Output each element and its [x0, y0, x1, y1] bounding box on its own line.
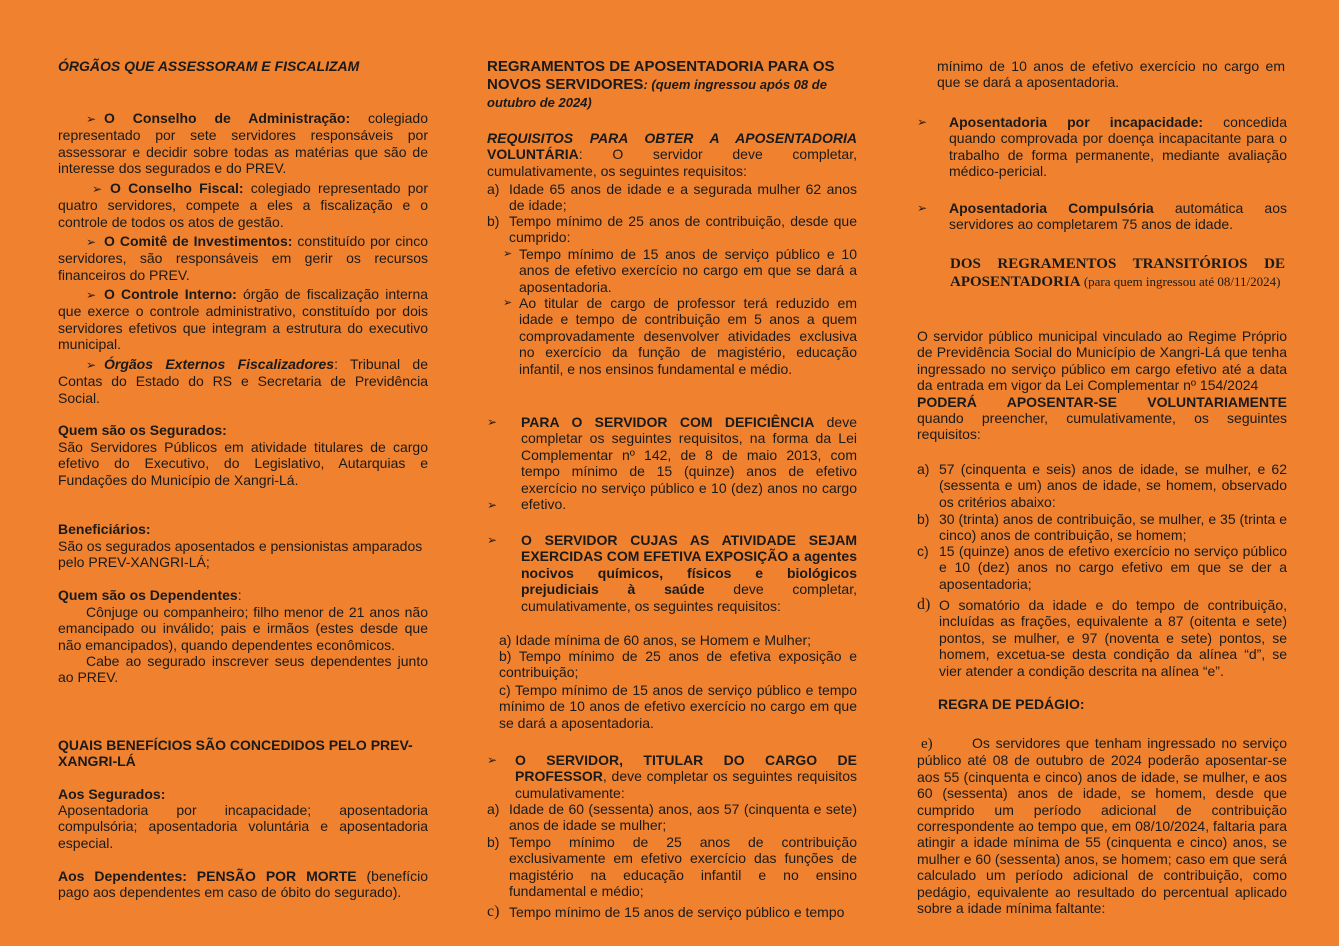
arrow-icon: ➢ — [487, 498, 498, 512]
transitorios-item-b: b) 30 (trinta) anos de contribuição, se mulher, e 35 (trinta e cinco) anos de contribuição, se homem; — [917, 511, 1287, 544]
orgaos-externos: ➢ Órgãos Externos Fiscalizadores: Tribunal de Contas do Estado do RS e Secretaria de Previdência Social. — [58, 356, 428, 406]
arrow-icon: ➢ — [487, 533, 498, 547]
beneficios-title: QUAIS BENEFÍCIOS SÃO CONCEDIDOS PELO PREV-XANGRI-LÁ — [58, 737, 413, 770]
aos-segurados-text: Aposentadoria por incapacidade; aposentadoria compulsória; aposentadoria voluntária e aposentadoria especial. — [58, 802, 428, 851]
beneficiarios-text: São os segurados aposentados e pensionistas amparados pelo PREV-XANGRI-LÁ; — [58, 538, 423, 571]
professor-item-b: b) Tempo mínimo de 25 anos de contribuição exclusivamente em efetivo exercício das funções de magistério na educação infantil e no ensino fundamental e médio; — [487, 834, 857, 900]
arrow-icon: ➢ — [917, 115, 928, 129]
transitorios-item-d: d) O somatório da idade e do tempo de contribuição, incluídas as frações, equivalente a 87 (oitenta e sete) pontos, se mulher, e 97 (noventa e sete) pontos, se homem, excetua-se desta condição da alínea “d”, se vier atender a condição descrita na alínea “e”. — [917, 596, 1287, 679]
arrow-icon: ➢ — [86, 358, 97, 372]
transitorios-item-a: a) 57 (cinquenta e seis) anos de idade, se mulher, e 62 (sessenta e um) anos de idade, se homem, observado os critérios abaixo: — [917, 461, 1287, 510]
req-item-b1: ➢ Tempo mínimo de 15 anos de serviço público e 10 anos de efetivo exercício no cargo em que se dará a aposentadoria. — [503, 246, 857, 295]
aos-dependentes: Aos Dependentes: PENSÃO POR MORTE (benefício pago aos dependentes em caso de óbito do segurado). — [58, 868, 429, 901]
orgaos-title: ÓRGÃOS QUE ASSESSORAM E FISCALIZAM — [58, 58, 360, 74]
arrow-icon: ➢ — [86, 288, 97, 302]
dependentes-text: Cônjuge ou companheiro; filho menor de 21 anos não emancipado ou inválido; pais e irmãos (estes desde que não emancipados), quando dependentes econômicos. — [58, 604, 428, 653]
arrow-icon: ➢ — [503, 297, 513, 309]
arrow-icon: ➢ — [86, 235, 97, 249]
regramentos-title: REGRAMENTOS DE APOSENTADORIA PARA OS NOVOS SERVIDORES: (quem ingressou após 08 de outubro de 2024) — [487, 58, 835, 110]
dependentes-title: Quem são os Dependentes: — [58, 587, 242, 603]
deficiencia-section: ➢ PARA O SERVIDOR COM DEFICIÊNCIA deve completar os seguintes requisitos, na forma da Lei Complementar nº 142, de 8 de maio 2013, com tempo mínimo de 15 (quinze) anos de efetivo exercício no serviço público e 10 (dez) anos no cargo efetivo. — [487, 414, 858, 513]
exposicao-item-b: b) Tempo mínimo de 25 anos de efetiva exposição e contribuição; — [499, 648, 857, 681]
requisitos-voluntaria: REQUISITOS PARA OBTER A APOSENTADORIA VOLUNTÁRIA: O servidor deve completar, cumulativamente, os seguintes requisitos: — [487, 130, 857, 179]
beneficiarios-title: Beneficiários: — [58, 521, 151, 537]
arrow-icon: ➢ — [487, 753, 498, 767]
transitorios-item-c: c) 15 (quinze) anos de efetivo exercício no serviço público e 10 (dez) anos no cargo efetivo em que se der a aposentadoria; — [917, 543, 1287, 592]
comite-investimentos: ➢ O Comitê de Investimentos: constituído por cinco servidores, são responsáveis em gerir os recursos financeiros do PREV. — [58, 233, 428, 283]
req-item-a: a) Idade 65 anos de idade e a segurada mulher 62 anos de idade; — [487, 181, 857, 214]
arrow-icon: ➢ — [92, 182, 103, 196]
professor-section: ➢ O SERVIDOR, TITULAR DO CARGO DE PROFESSOR, deve completar os seguintes requisitos cumulativamente: — [487, 752, 857, 801]
compulsoria-section: ➢ Aposentadoria Compulsória automática aos servidores ao completarem 75 anos de idade. — [917, 200, 1287, 233]
arrow-icon: ➢ — [917, 201, 928, 215]
conselho-administracao: ➢ O Conselho de Administração: colegiado representado por sete servidores responsáveis por assessorar e decidir sobre todas as matérias que são de interesse dos segurados e do PREV. — [58, 110, 428, 177]
req-item-b2: ➢ Ao titular de cargo de professor terá reduzido em idade e tempo de contribuição em 5 anos a quem comprovadamente desenvolver atividades exclusiva no exercício da função de magistério, educação infantil, e nos ensinos fundamental e médio. — [503, 295, 857, 377]
exposicao-section: ➢ O SERVIDOR CUJAS AS ATIVIDADE SEJAM EXERCIDAS COM EFETIVA EXPOSIÇÃO a agentes nocivos químicos, físicos e biológicos prejudiciais à saúde deve completar, cumulativamente, os seguintes requisitos: — [487, 532, 857, 614]
arrow-icon: ➢ — [503, 248, 513, 260]
conselho-fiscal: ➢ O Conselho Fiscal: colegiado representado por quatro servidores, compete a eles a fiscalização e o controle de todos os atos de gestão. — [58, 180, 428, 230]
segurados-text: São Servidores Públicos em atividade titulares de cargo efetivo do Executivo, do Legislativo, Autarquias e Fundações do Município de Xangri-Lá. — [58, 439, 428, 488]
transitorios-intro: O servidor público municipal vinculado ao Regime Próprio de Previdência Social do Município de Xangri-Lá que tenha ingressado no serviço público em cargo efetivo até a data da entrada em vigor da Lei Complementar nº 154/2024 PODERÁ APOSENTAR-SE VOLUNTARIAMENTE quando preencher, cumulativamente, os seguintes requisitos: — [917, 328, 1287, 443]
professor-item-a: a) Idade de 60 (sessenta) anos, aos 57 (cinquenta e sete) anos de idade se mulher; — [487, 801, 857, 834]
exposicao-item-c: c) Tempo mínimo de 15 anos de serviço público e tempo mínimo de 10 anos de efetivo exercício no cargo em que se dará a aposentadoria. — [499, 682, 857, 731]
professor-item-c-cont: mínimo de 10 anos de efetivo exercício no cargo em que se dará a aposentadoria. — [937, 58, 1285, 91]
controle-interno: ➢ O Controle Interno: órgão de fiscalização interna que exerce o controle administrativo, constituído por dois servidores efetivos que integram a estrutura do executivo municipal. — [58, 286, 429, 353]
req-item-b: b) Tempo mínimo de 25 anos de contribuição, desde que cumprido: — [487, 213, 857, 246]
transitorios-title: DOS REGRAMENTOS TRANSITÓRIOS DE APOSENTADORIA (para quem ingressou até 08/11/2024) — [950, 256, 1285, 290]
arrow-icon: ➢ — [487, 415, 498, 429]
aos-segurados-title: Aos Segurados: — [58, 786, 166, 802]
arrow-icon: ➢ — [86, 112, 97, 126]
segurados-title: Quem são os Segurados: — [58, 422, 227, 438]
pedagio-text: e) Os servidores que tenham ingressado no serviço público até 08 de outubro de 2024 poderão aposentar-se aos 55 (cinquenta e cinco) anos de idade, se mulher, e aos 60 (sessenta) anos de idade, se homem, desde que cumprido um período adicional de contribuição correspondente ao tempo que, em 08/10/2024, faltaria para atingir a idade mínima de 55 (cinquenta e cinco) anos, se mulher e 60 (sessenta) anos, se homem; caso em que será calculado um período adicional de contribuição, como pedágio, equivalente ao resultado do percentual aplicado sobre a idade mínima faltante: — [917, 735, 1287, 917]
dependentes-inscricao: Cabe ao segurado inscrever seus dependentes junto ao PREV. — [58, 653, 428, 686]
pedagio-title: REGRA DE PEDÁGIO: — [938, 696, 1085, 712]
incapacidade-section: ➢ Aposentadoria por incapacidade: concedida quando comprovada por doença incapacitante para o trabalho de forma permanente, mediante avaliação médico-pericial. — [917, 114, 1287, 180]
exposicao-item-a: a) Idade mínima de 60 anos, se Homem e Mulher; — [499, 632, 812, 648]
professor-item-c: c) Tempo mínimo de 15 anos de serviço público e tempo — [487, 903, 845, 920]
